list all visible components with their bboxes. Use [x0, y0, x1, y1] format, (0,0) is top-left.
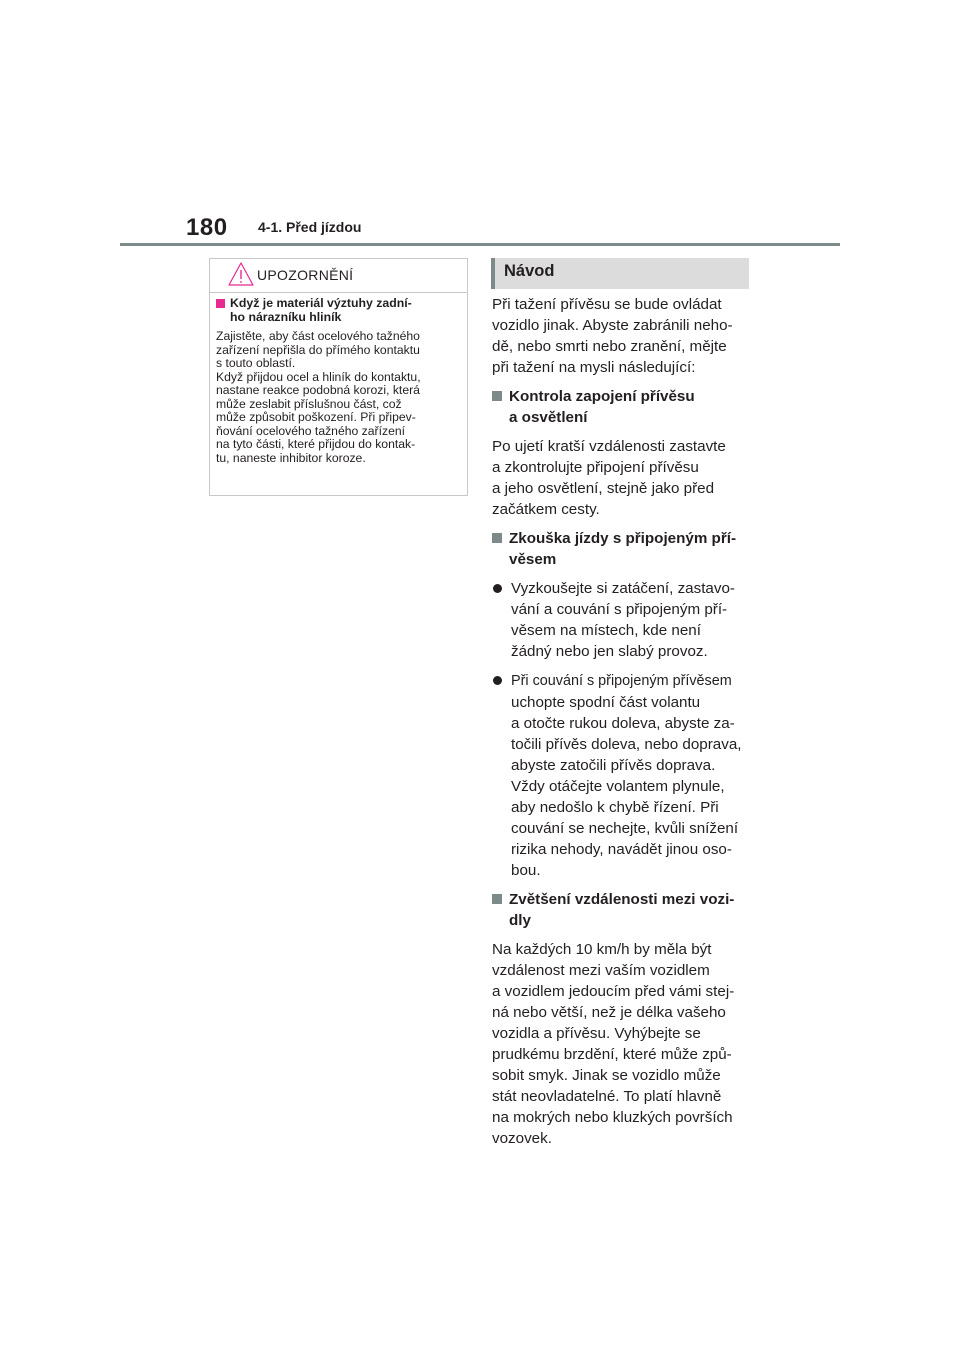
warning-header	[210, 259, 467, 293]
section-heading-text: Kontrola zapojení přívěsu a osvětlení	[509, 388, 695, 426]
guide-title: Návod	[504, 262, 555, 280]
bullet-item	[492, 670, 754, 881]
page-number: 180	[186, 214, 228, 241]
bullet-item	[492, 578, 754, 662]
bullet-text: Vyzkoušejte si zatáčení, zastavo- vání a couvání s připojeným pří- věsem na místech, kde není žádný nebo jen slabý provoz.	[511, 580, 735, 660]
section-heading-test-drive	[492, 528, 754, 570]
bullet-dot-icon	[493, 676, 502, 685]
gray-square-bullet-icon	[492, 391, 502, 401]
section-text-distance: Na každých 10 km/h by měla být vzdálenost mezi vaším vozidlem a vozidlem jedoucím před vámi stej- ná nebo větší, než je délka vašeho vozidla a přívěsu. Vyhýbejte se prudkému brzdění, které může způ- sobit smyk. Jinak se vozidlo může stát neovladatelné. To platí hlavně na mokrých nebo kluzkých površích vozovek.	[492, 941, 735, 1147]
guide-intro: Při tažení přívěsu se bude ovládat vozidlo jinak. Abyste zabránili neho- dě, nebo smrti nebo zranění, mějte při tažení na mysli následující:	[492, 296, 733, 376]
section-heading-text: Zvětšení vzdálenosti mezi vozi- dly	[509, 891, 735, 929]
header-divider	[120, 243, 840, 246]
bullet-text-rest: uchopte spodní část volantu a otočte rukou doleva, abyste za- točili přívěs doleva, nebo doprava, abyste zatočili přívěs doprava. Vždy otáčejte volantem plynule, aby nedošlo k chybě řízení. Při couvání se nechejte, kvůli snížení rizika nehody, navádět jinou oso- bou.	[511, 694, 742, 879]
guide-header	[491, 258, 749, 289]
section-heading-trailer-check	[492, 386, 754, 428]
guide-header-accent	[491, 258, 495, 289]
section-text-trailer-check: Po ujetí kratší vzdálenosti zastavte a zkontrolujte připojení přívěsu a jeho osvětlení, stejně jako před začátkem cesty.	[492, 438, 726, 518]
guide-content	[492, 294, 754, 1157]
warning-title: UPOZORNĚNÍ	[257, 267, 354, 283]
pink-square-bullet-icon	[216, 299, 225, 308]
section-heading-text: Zkouška jízdy s připojeným pří- věsem	[509, 530, 737, 568]
warning-body: Zajistěte, aby část ocelového tažného zařízení nepřišla do přímého kontaktu s touto oblastí. Když přijdou ocel a hliník do kontaktu, nastane reakce podobná korozi, která může zeslabit příslušnou část, což může způsobit poškození. Při připev- ňování ocelového tažného zařízení na tyto části, které přijdou do kontak- tu, naneste inhibitor koroze.	[216, 329, 421, 465]
warning-box	[209, 258, 468, 496]
section-heading-distance	[492, 889, 754, 931]
gray-square-bullet-icon	[492, 894, 502, 904]
gray-square-bullet-icon	[492, 533, 502, 543]
warning-subheading-text: Když je materiál výztuhy zadní- ho nárazníku hliník	[230, 296, 412, 324]
bullet-text	[511, 670, 741, 881]
bullet-text-first-line: Při couvání s připojeným přívěsem	[511, 673, 732, 689]
warning-triangle-icon	[227, 261, 255, 287]
bullet-dot-icon	[493, 584, 502, 593]
warning-subheading	[216, 297, 467, 324]
section-title: 4-1. Před jízdou	[258, 219, 362, 235]
